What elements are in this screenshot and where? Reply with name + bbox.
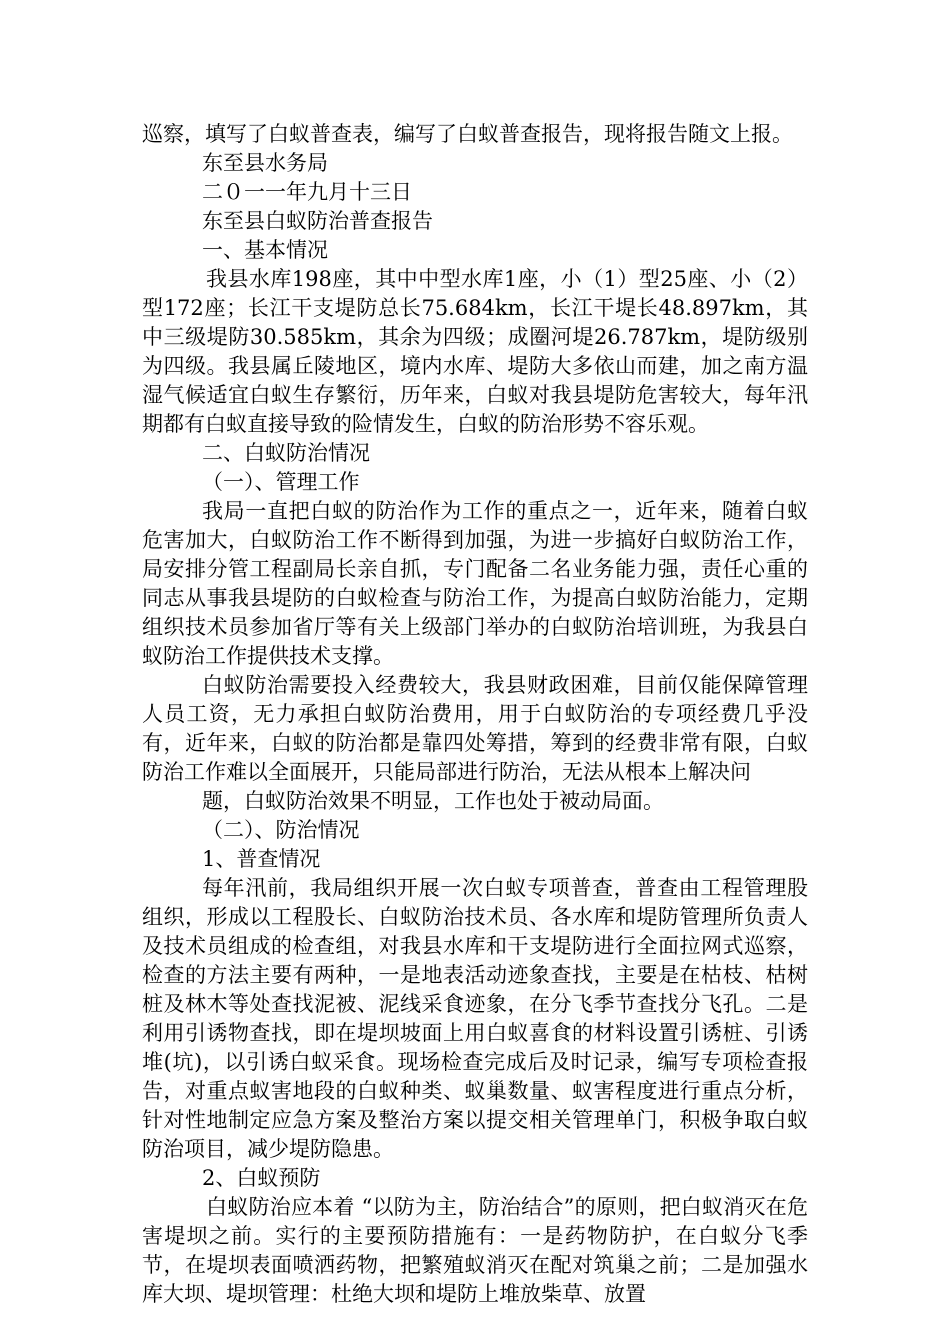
- signature-date: 二０一一年九月十三日: [202, 180, 412, 204]
- paragraph: 我县水库198座，其中中型水库1座，小（1）型25座、小（2）型172座；长江干支堤防总长75.684km，长江干堤长48.897km，其中三级堤防30.585km，其余为四级；成圈河堤26.787km，堤防级别为四级。我县属丘陵地区，境内水库、堤防大多依山而建，加之南方温湿气候适宜白蚁生存繁衍，历年来，白蚁对我县堤防危害较大，每年汛期都有白蚁直接导致的险情发生，白蚁的防治形势不容乐观。: [142, 267, 808, 436]
- paragraph: 我局一直把白蚁的防治作为工作的重点之一，近年来，随着白蚁危害加大，白蚁防治工作不断得到加强，为进一步搞好白蚁防治工作，局安排分管工程副局长亲自抓，专门配备二名业务能力强，责任心重的同志从事我县堤防的白蚁检查与防治工作，为提高白蚁防治能力，定期组织技术员参加省厅等有关上级部门举办的白蚁防治培训班，为我县白蚁防治工作提供技术支撑。: [142, 499, 808, 668]
- report-title: 东至县白蚁防治普查报告: [202, 209, 433, 233]
- item-heading: 1、普查情况: [202, 847, 321, 871]
- paragraph: 白蚁防治应本着 “以防为主，防治结合”的原则，把白蚁消灭在危害堤坝之前。实行的主要预防措施有：一是药物防护，在白蚁分飞季节，在堤坝表面喷洒药物，把繁殖蚁消灭在配对筑巢之前；二是加强水库大坝、堤坝管理：杜绝大坝和堤防上堆放柴草、放置: [142, 1195, 808, 1306]
- document-body: [142, 120, 808, 1309]
- section-heading: 一、基本情况: [202, 238, 328, 262]
- paragraph: 白蚁防治需要投入经费较大，我县财政困难，目前仅能保障管理人员工资，无力承担白蚁防治费用，用于白蚁防治的专项经费几乎没有，近年来，白蚁的防治都是靠四处筹措，筹到的经费非常有限，白蚁防治工作难以全面展开，只能局部进行防治，无法从根本上解决问: [142, 673, 808, 784]
- signature-org: 东至县水务局: [202, 151, 328, 175]
- subsection-heading: （二）、防治情况: [202, 818, 360, 842]
- paragraph: 巡察，填写了白蚁普查表，编写了白蚁普查报告，现将报告随文上报。: [142, 122, 793, 146]
- paragraph: 每年汛前，我局组织开展一次白蚁专项普查，普查由工程管理股组织，形成以工程股长、白蚁防治技术员、各水库和堤防管理所负责人及技术员组成的检查组，对我县水库和干支堤防进行全面拉网式巡察，检查的方法主要有两种，一是地表活动迹象查找，主要是在枯枝、枯树桩及林木等处查找泥被、泥线采食迹象，在分飞季节查找分飞孔。二是利用引诱物查找，即在堤坝坡面上用白蚁喜食的材料设置引诱桩、引诱堆(坑)，以引诱白蚁采食。现场检查完成后及时记录，编写专项检查报告，对重点蚁害地段的白蚁种类、蚁巢数量、蚁害程度进行重点分析，针对性地制定应急方案及整治方案以提交相关管理单门，积极争取白蚁防治项目，减少堤防隐患。: [142, 876, 808, 1161]
- item-heading: 2、白蚁预防: [202, 1166, 321, 1190]
- section-heading: 二、白蚁防治情况: [202, 441, 370, 465]
- subsection-heading: （一）、管理工作: [202, 470, 360, 494]
- paragraph: 题，白蚁防治效果不明显，工作也处于被动局面。: [202, 789, 664, 813]
